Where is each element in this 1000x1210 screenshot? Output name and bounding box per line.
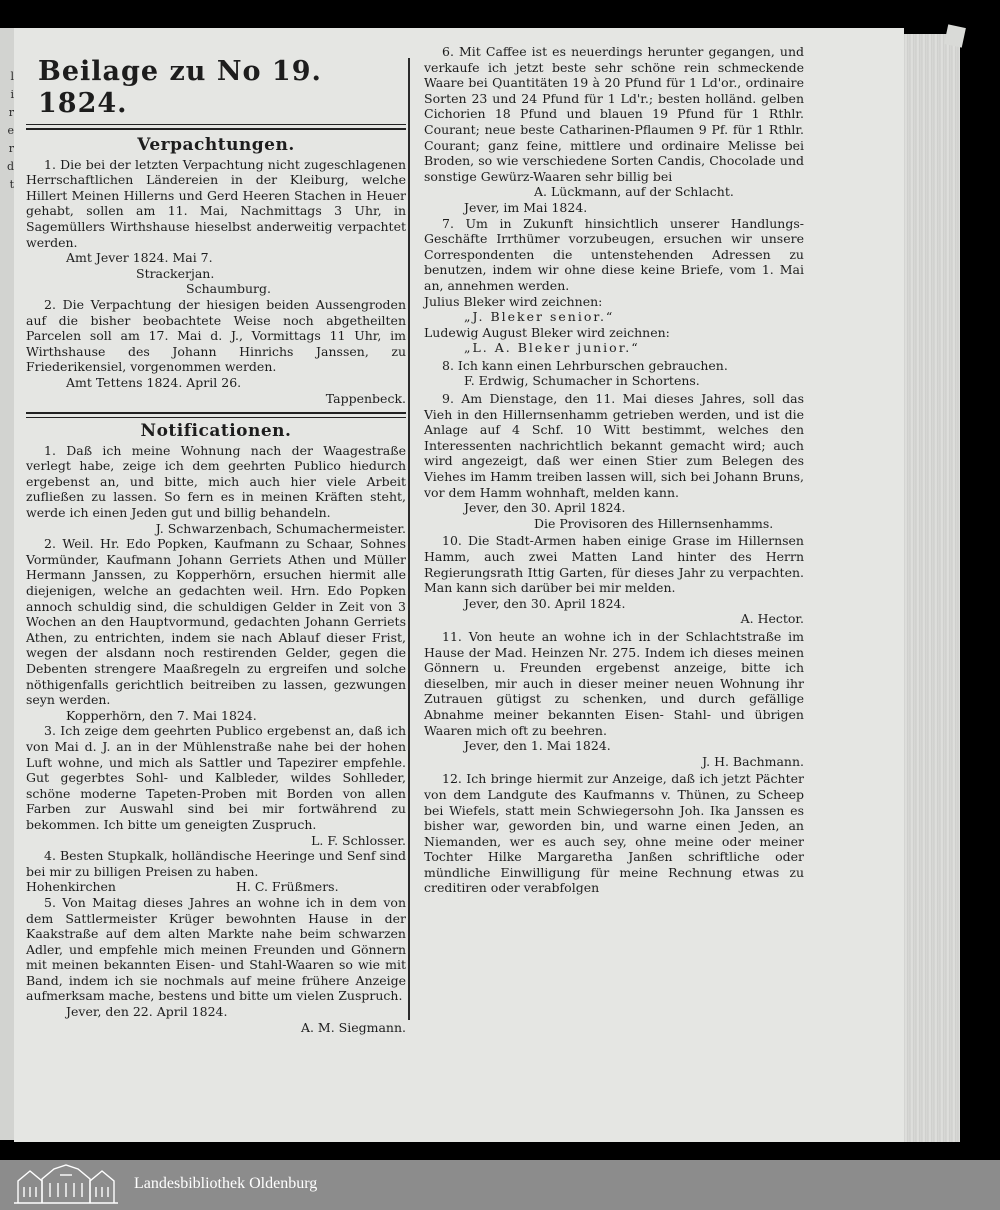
notice-text: 1. Die bei der letzten Verpachtung nicht zugeschlagenen Herrschaftlichen Ländereien in der Kleiburg, welche Hillert Meinen Hillerns und Gerd Heeren Stachen in Heuer gehabt, sollen am 11. Mai, Nachmittags 3 Uhr, in Sagemüllers Wirthshause hieselbst anderweitig verpachtet werden.	[26, 156, 406, 250]
notice-signature: A. Lückmann, auf der Schlacht.	[534, 184, 734, 200]
notice-text: 5. Von Maitag dieses Jahres an wohne ich in dem von dem Sattlermeister Krüger bewohnten Hause in der Kaakstraße auf dem alten Markte nahe beim schwarzen Adler, und empfehle mich meinen Freunden und Gönnern mit meinen bekannten Eisen- und Stahl-Waaren so wie mit Band, indem ich sie nochmals auf meine frühere Anzeige aufmerksam mache, bestens und bitte um vielen Zuspruch.	[26, 894, 406, 1004]
notice-signature: J. Schwarzenbach, Schumachermeister.	[155, 520, 406, 536]
notice-signature: H. C. Früßmers.	[235, 879, 339, 895]
left-column	[26, 56, 406, 1035]
section-heading-verpachtungen: Verpachtungen.	[137, 135, 295, 155]
notice-signature: Schaumburg.	[186, 281, 271, 297]
notice-line: Ludewig August Bleker wird zeichnen:	[424, 324, 670, 340]
title-rule	[26, 124, 406, 130]
notice-signature: J. H. Bachmann.	[702, 753, 804, 769]
notice-text: 9. Am Dienstage, den 11. Mai dieses Jahres, soll das Vieh in den Hillernsenhamm getrieben werden, und ist die Anlage auf 4 Schf. 10 Witt bestimmt, welches den Interessenten nachrichtlich bekannt gemacht wird; auch wird angezeigt, daß wer einen Stier zum Belegen des Viehes im Hamm treiben lassen will, sich bei Johann Bruns, vor dem Hamm wohnhaft, melden kann.	[424, 391, 804, 500]
right-column	[424, 44, 804, 896]
notice-signature: Tappenbeck.	[325, 390, 406, 406]
notice-text: 10. Die Stadt-Armen haben einige Grase im Hillernsen Hamm, auch zwei Matten Land hinter des Herrn Regierungsrath Ittig Garten, für dieses Jahr zu verpachten. Man kann sich darüber bei mir melden.	[424, 533, 804, 596]
notice-signature: Strackerjan.	[136, 265, 215, 281]
page-title: Beilage zu No 19. 1824.	[38, 56, 322, 119]
notice-signature: L. F. Schlosser.	[311, 832, 406, 848]
notice-line: „J. Bleker senior.“	[464, 309, 615, 325]
notice-date: Jever, den 22. April 1824.	[66, 1004, 228, 1020]
notice-text: 3. Ich zeige dem geehrten Publico ergebenst an, daß ich von Mai d. J. an in der Mühlenstraße nahe bei der hohen Luft wohne, und mich als Sattler und Tapezirer empfehle. Gut gegerbtes Sohl- und Kalbleder, wildes Sohlleder, schöne moderne Tapeten-Proben mit Borden von allen Farben zur Auswahl sind bei mir fortwährend zu bekommen. Ich bitte um geneigten Zuspruch.	[26, 723, 406, 832]
notice-date: Amt Jever 1824. Mai 7.	[66, 250, 213, 266]
notice-text: 8. Ich kann einen Lehrburschen gebrauchen.	[442, 357, 728, 373]
notice-text: 2. Weil. Hr. Edo Popken, Kaufmann zu Schaar, Sohnes Vormünder, Kaufmann Johann Gerriets Athen und Müller Hermann Janssen, zu Kopperhörn, ersuchen hiermit alle diejenigen, welche an gedachten weil. Hrn. Edo Popken annoch schuldig sind, die schuldigen Gelder in Zeit von 3 Wochen an den Hauptvormund, gedachten Johann Gerriets Athen, zu entrichten, indem sie nach Ablauf dieser Frist, wegen der alsdann noch restirenden Gelder, gegen die Debenten strengere Maaßregeln zu ergreifen und solche nöthigenfalls gerichtlich beitreiben zu lassen, gezwungen seyn werden.	[26, 536, 406, 708]
library-building-icon	[10, 1163, 122, 1207]
notice-signature: A. Hector.	[740, 611, 804, 627]
notice-date: Jever, den 30. April 1824.	[464, 595, 626, 611]
footer-bar	[0, 1160, 1000, 1210]
notice-text: 11. Von heute an wohne ich in der Schlachtstraße im Hause der Mad. Heinzen Nr. 275. Indem ich dieses meinen Gönnern u. Freunden ergebenst anzeige, bitte ich dieselben, mir auch in dieser meiner neuen Wohnung ihr Zutrauen gütigst zu schenken, und durch gefällige Abnahme meiner bekannten Eisen- Stahl- und übrigen Waaren mich oft zu beehren.	[424, 628, 804, 738]
notice-date: Jever, den 1. Mai 1824.	[464, 738, 611, 754]
notice-date: Jever, im Mai 1824.	[464, 199, 588, 215]
notice-signature: A. M. Siegmann.	[300, 1019, 406, 1035]
notice-date: Kopperhörn, den 7. Mai 1824.	[66, 707, 257, 723]
notice-text: 6. Mit Caffee ist es neuerdings herunter gegangen, und verkaufe ich jetzt beste sehr schöne rein schmeckende Waare bei Quantitäten 19 à 20 Pfund für 1 Ld'or., ordinaire Sorten 23 und 24 Pfund für 1 Ld'r.; besten holländ. gelben Cichorien 18 Pfund und blauen 19 Pfund für 1 Rthlr. Courant; neue beste Catharinen-Pflaumen 9 Pf. für 1 Rthlr. Courant; ganz feine, mittlere und ordinaire Melisse bei Broden, so wie verschiedene Sorten Candis, Chocolade und sonstige Gewürz-Waaren sehr billig bei	[424, 44, 804, 184]
notice-signature: Die Provisoren des Hillernsenhamms.	[534, 515, 774, 531]
column-divider	[408, 58, 410, 1020]
notice-line: „L. A. Bleker junior.“	[464, 340, 640, 356]
notice-signature: F. Erdwig, Schumacher in Schortens.	[464, 373, 700, 389]
notice-text: 2. Die Verpachtung der hiesigen beiden Aussengroden auf die bisher beobachtete Weise noch abgetheilten Parcelen soll am 17. Mai d. J., Vormittags 11 Uhr, im Wirthshause des Johann Hinrichs Janssen, zu Friederikensiel, vorgenommen werden.	[26, 296, 406, 375]
notice-text: 7. Um in Zukunft hinsichtlich unserer Handlungs-Geschäfte Irrthümer vorzubeugen, ersuchen wir unsere Correspondenten die untenstehenden Adressen zu benutzen, indem wir ohne diese keine Briefe, vom 1. Mai an, annehmen werden.	[424, 215, 804, 293]
notice-text: 4. Besten Stupkalk, holländische Heeringe und Senf sind bei mir zu billigen Preisen zu haben.	[26, 848, 406, 879]
section-heading-notificationen: Notificationen.	[140, 421, 292, 442]
notice-line: Julius Bleker wird zeichnen:	[424, 293, 603, 309]
left-page-edge-text: l i r e r d t	[6, 70, 14, 191]
notice-date: Jever, den 30. April 1824.	[464, 500, 626, 516]
notice-text: 1. Daß ich meine Wohnung nach der Waagestraße verlegt habe, zeige ich dem geehrten Publico hiedurch ergebenst an, und bitte, mich auch hier viele Arbeit zufließen zu lassen. So fern es in meinen Kräften steht, werde ich einen Jeden gut und billig behandeln.	[26, 442, 406, 521]
notice-place-signature	[26, 879, 406, 895]
notice-text: 12. Ich bringe hiermit zur Anzeige, daß ich jetzt Pächter von dem Landgute des Kaufmanns v. Thünen, zu Scheep bei Wiefels, statt mein Schwiegersohn Joh. Ika Janssen es bisher war, geworden bin, und warne einen Jeden, an Niemanden, wer es auch sey, ohne meine oder meiner Tochter Hilke Margaretha Janßen schriftliche oder mündliche Einwilligung für meine Rechnung etwas zu creditiren oder verabfolgen	[424, 771, 804, 896]
notice-date: Amt Tettens 1824. April 26.	[66, 374, 242, 390]
section-rule	[26, 412, 406, 418]
library-name: Landesbibliothek Oldenburg	[134, 1175, 318, 1192]
page-corner	[944, 24, 966, 47]
notice-place: Hohenkirchen	[26, 879, 116, 895]
